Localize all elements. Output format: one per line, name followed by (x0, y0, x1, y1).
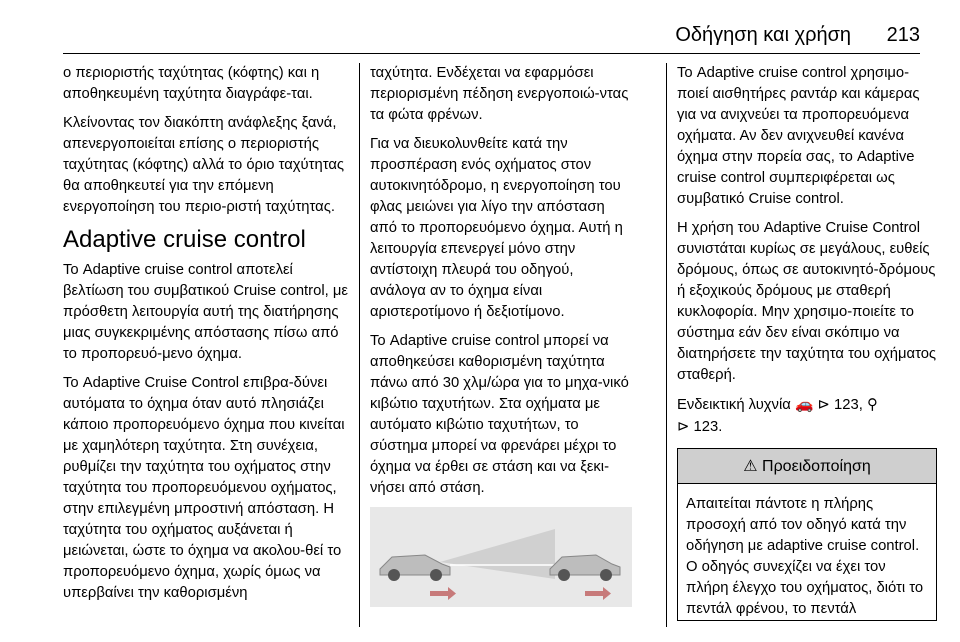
paragraph: Το Adaptive cruise control χρησιμο-ποιεί αισθητήρες ραντάρ και κάμερας για να ανιχνεύει τα προπορευόμενα οχήματα. Αν δεν ανιχνευθεί κανένα όχημα στην πορεία σας, το Adaptive cruise control συμπεριφέρεται ως συμβατικό Cruise control. (677, 65, 920, 207)
paragraph: Κλείνοντας τον διακόπτη ανάφλεξης ξανά, απενεργοποιείται επίσης ο περιοριστής ταχύτητας (κόφτης) αλλά το όριο ταχύτητας θα αποθηκευτεί για την επόμενη ενεργοποίηση του περιο-ριστή ταχύτητας. (63, 115, 345, 215)
paragraph: Η χρήση του Adaptive Cruise Control συνιστάται κυρίως σε μεγάλους, ευθείς δρόμους, όπως σε αυτοκινητό-δρόμους ή εξοχικούς δρόμους με σταθερή κυκλοφορία. Μην χρησιμο-ποιείτε το σύστημα εάν δεν είναι σκόπιμο να διατηρήσετε την ταχύτητα του οχήματος σταθερή. (677, 220, 937, 383)
paragraph: Το Adaptive cruise control αποτελεί βελτίωση του συμβατικού Cruise control, με πρόσθετη λειτουργία αυτή της διατήρησης μιας συγκεκριμένης απόστασης πίσω από το προπορευό-μενο όχημα. (63, 262, 348, 362)
page-number: 213 (886, 24, 920, 46)
acc-illustration (370, 507, 632, 607)
warning-title: Προειδοποίηση (762, 458, 871, 475)
own-car-icon (380, 555, 450, 581)
paragraph: Το Adaptive Cruise Control επιβρα-δύνει αυτόματα το όχημα όταν αυτό πλησιάζει κάποιο προπορευόμενο όχημα που κινείται με χαμηλότερη ταχύτητα. Στη συνέχεια, ρυθμίζει την ταχύτητα του οχήματος στην ταχύτητα του προπορευόμενου οχήματος, στην επιλεγμένη μπροστινή απόσταση. Η ταχύτητα του οχήματος αυξάνεται ή μειώνεται, ώστε το όχημα να ακολου-θεί το προπορευόμενο όχημα, χωρίς όμως να υπερβαίνει την καθορισμένη (63, 375, 345, 601)
radar-beam-icon (440, 529, 555, 579)
paragraph: Για να διευκολυνθείτε κατά την προσπέραση ενός οχήματος στον αυτοκινητόδρομο, η ενεργοποίηση του φλας μειώνει για λίγο την απόσταση από το προπορευόμενο όχημα. Αυτή η λειτουργία επενεργεί μόνο στην αντίστοιχη πλευρά του οδηγού, ανάλογα αν το όχημα είναι αριστεροτίμονο ή δεξιοτίμονο. (370, 136, 623, 320)
paragraph: Το Adaptive cruise control μπορεί να αποθηκεύσει καθορισμένη ταχύτητα πάνω από 30 χλμ/ώρα για το μηχα-νικό κιβώτιο ταχυτήτων. Στα οχήματα με αυτόματο κιβώτιο ταχυτήτων, το σύστημα μπορεί να φρενάρει μέχρι το όχημα να έρθει σε στάση και να ξεκι-νήσει από στάση. (370, 333, 629, 496)
page-link[interactable]: 123 (693, 419, 719, 435)
motion-arrow-icon (430, 587, 611, 600)
page-ref-arrow-icon: ⊳ (677, 418, 690, 435)
warning-header (678, 449, 936, 484)
lead-car-icon (550, 555, 620, 581)
paragraph: ταχύτητα. Ενδέχεται να εφαρμόσει περιορισμένη πέδηση ενεργοποιώ-ντας τα φώτα φρένων. (370, 65, 629, 123)
column-3 (677, 63, 937, 621)
page-ref-arrow-icon: ⊳ (817, 396, 830, 413)
lead-vehicle-icon: ⚲ (866, 396, 878, 413)
column-divider (666, 63, 667, 627)
page-link[interactable]: 123 (834, 397, 859, 413)
column-1 (63, 63, 353, 612)
column-divider (359, 63, 360, 627)
car-following-illustration (370, 507, 632, 607)
paragraph: ο περιοριστής ταχύτητας (κόφτης) και η αποθηκευμένη ταχύτητα διαγράφε-ται. (63, 65, 320, 102)
section-heading: Adaptive cruise control (63, 226, 306, 253)
column-2 (370, 63, 632, 607)
page-header (675, 24, 920, 47)
header-rule (63, 53, 920, 54)
warning-text: Απαιτείται πάντοτε η πλήρης προσοχή από τον οδηγό κατά την οδήγηση με adaptive cruise control. Ο οδηγός συνεχίζει να έχει τον πλήρη έλεγχο του οχήματος, διότι το πεντάλ φρένου, το πεντάλ (686, 496, 924, 617)
running-title: Οδήγηση και χρήση (675, 24, 852, 46)
cruise-car-icon: 🚗 (794, 396, 814, 413)
warning-box (677, 448, 937, 621)
indicator-reference: Ενδεικτική λυχνία 🚗 ⊳ 123, ⚲ ⊳ 123. (677, 396, 878, 435)
warning-triangle-icon: ⚠ (743, 456, 758, 475)
